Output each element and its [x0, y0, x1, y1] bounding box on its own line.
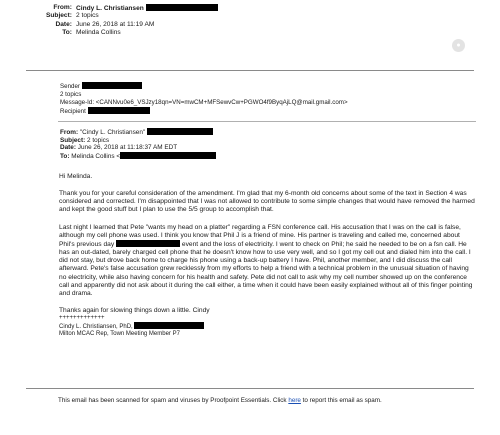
fwd-from-value: "Cindy L. Christiansen"	[79, 129, 146, 136]
fwd-subject-value: 2 topics	[87, 136, 110, 144]
sender-label: Sender	[60, 83, 80, 90]
redacted-block	[116, 240, 180, 247]
header-date-row	[0, 21, 500, 29]
greeting: Hi Melinda.	[59, 173, 93, 180]
report-spam-link[interactable]: here	[288, 397, 301, 404]
paragraph-2-end: event and the loss of electricity. I went to check on Phil; he said he needed to be on a fsn call. He has an out-dated, barely charged cell phone that he doesn't know how to use very well, and so I got my cell out and dialed him into the call. I did not stay, but drove back home to charge his phone using a back-up battery I have. Phil, another member, and I did discuss the call afterward. Pete's false accusation grew recklessly from my efforts to help a friend with a technical problem in the unusual situation of having no electricity, while also having concern for his health and safety. Pete did not call to ask why my cell number showed up on the conference call and apparently did not ask about it during the call either, a time when it could have been easily explained without all of this finger pointing and drama.	[59, 240, 473, 297]
signature	[59, 315, 476, 338]
redacted-block	[147, 128, 213, 135]
header-subject-value: 2 topics	[76, 12, 99, 20]
header-divider	[26, 70, 474, 71]
header-from-name: Cindy L. Christiansen	[76, 5, 144, 12]
forwarded-header	[60, 128, 216, 160]
header-to-row	[0, 29, 500, 37]
recipient-label: Recipient	[60, 108, 86, 115]
redacted-block	[134, 322, 204, 329]
email-body	[59, 173, 476, 338]
closing: Thanks again for slowing things down a little. Cindy	[59, 307, 210, 315]
message-metadata	[60, 82, 348, 116]
fwd-date-label: Date:	[60, 144, 76, 152]
redacted-block	[88, 107, 150, 114]
metadata-divider	[58, 121, 476, 122]
paragraph-1: Thank you for your careful consideration of the amendment. I'm glad that my 6-month old concerns about some of the text in Section 4 was considered and corrected. I'm disappointed that I was not allowed to contribute to some simple changes that would have removed the harmed and kept the good stuff but I plan to use the 5/5 group to accomplish that.	[59, 190, 475, 214]
fwd-to-label: To:	[60, 152, 70, 160]
header-date-label: Date:	[55, 20, 72, 28]
email-header	[0, 4, 500, 37]
header-subject-label: Subject:	[45, 12, 72, 20]
header-subject-row	[0, 12, 500, 20]
redacted-block	[146, 4, 218, 11]
header-to-label: To:	[62, 28, 72, 36]
avatar: ●	[452, 39, 465, 52]
paragraph-2	[59, 224, 476, 298]
message-id: Message-Id: <CANNvu0e6_VSJzy18qn=VN=mwCM+MFSewvCw+PGWO4f9ByqAjLQ@mail.gmail.com>	[60, 99, 348, 106]
meta-subject: 2 topics	[60, 91, 82, 98]
fwd-subject-label: Subject:	[60, 136, 86, 144]
fwd-from-label: From:	[60, 129, 79, 136]
paragraph-2-start: Last night I learned that Pete "wants my head on a platter" regarding a FSN conference call. His accusation that I was on the call is false, although my cell phone was used. I think you know that Phil J is a friend of mine. His partner is traveling and called me, concerned about Phil's previous day	[59, 223, 461, 248]
redacted-block	[82, 82, 142, 89]
header-from-label: From:	[53, 4, 72, 11]
footer-text-before: This email has been scanned for spam and viruses by Proofpoint Essentials. Click	[58, 397, 289, 404]
spam-footer	[58, 397, 382, 404]
header-to-value: Melinda Collins	[76, 28, 121, 36]
fwd-to-value: Melinda Collins <	[71, 152, 121, 160]
signature-plus-line: +++++++++++++	[59, 315, 105, 322]
signature-role: Milton MCAC Rep, Town Meeting Member P7	[59, 331, 180, 338]
footer-divider	[26, 388, 474, 389]
footer-text-after: to report this email as spam.	[300, 397, 382, 404]
fwd-date-value: June 26, 2018 at 11:18:37 AM EDT	[77, 144, 178, 152]
header-from-row	[0, 4, 500, 12]
redacted-block	[120, 152, 216, 159]
signature-name: Cindy L. Christiansen, PhD,	[59, 324, 133, 331]
header-date-value: June 26, 2018 at 11:19 AM	[76, 20, 155, 28]
